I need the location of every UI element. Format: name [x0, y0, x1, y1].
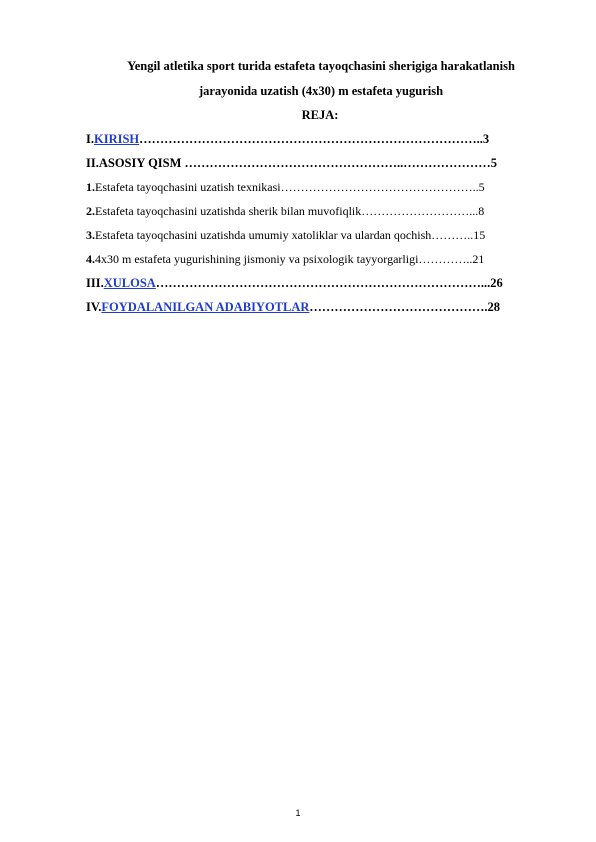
- toc-entry-4[interactable]: [86, 252, 551, 267]
- toc-page: 8: [478, 204, 485, 218]
- toc-entry-3[interactable]: [86, 228, 551, 243]
- toc-entry-1[interactable]: [86, 180, 551, 195]
- toc-prefix: 3.: [86, 228, 95, 242]
- toc-link-kirish[interactable]: KIRISH: [94, 132, 140, 146]
- toc-entry-adabiyotlar[interactable]: [86, 300, 551, 315]
- toc-entry-asosiy-qism[interactable]: [86, 156, 551, 171]
- toc-link-adabiyotlar[interactable]: FOYDALANILGAN ADABIYOTLAR: [101, 300, 310, 314]
- toc-page: 5: [490, 156, 498, 170]
- toc-dots: ………..: [431, 228, 474, 242]
- toc-prefix: I.: [86, 132, 94, 146]
- toc-dots: ………………………………………………………………………..: [139, 132, 483, 146]
- toc-page: 26: [490, 276, 503, 290]
- toc-page: 3: [482, 132, 490, 146]
- toc-page: 28: [487, 300, 501, 314]
- toc-link-xulosa[interactable]: XULOSA: [103, 276, 156, 290]
- toc-page: 15: [473, 228, 486, 242]
- toc-dots: …………………………………………..: [280, 180, 479, 194]
- toc-dots: …………..: [418, 252, 473, 266]
- toc-entry-kirish[interactable]: [86, 132, 551, 147]
- toc-page: 21: [472, 252, 485, 266]
- toc-text: Estafeta tayoqchasini uzatishda umumiy xatoliklar va ulardan qochish: [95, 228, 432, 242]
- toc-dots: ………………………...: [361, 204, 479, 218]
- toc-prefix: III.: [86, 276, 104, 290]
- toc-text: Estafeta tayoqchasini uzatishda sherik bilan muvofiqlik: [95, 204, 362, 218]
- toc-dots: …………………………………….: [309, 300, 488, 314]
- toc-text: ASOSIY QISM: [98, 156, 185, 170]
- toc-prefix: 1.: [86, 180, 95, 194]
- toc-dots: ……………………………………………………………………...: [155, 276, 491, 290]
- toc-entry-xulosa[interactable]: [86, 276, 551, 291]
- reja-heading: REJA:: [301, 108, 339, 122]
- document-title-line-1: Yengil atletika sport turida estafeta tayoqchasini sherigiga harakatlanish: [127, 59, 515, 73]
- toc-page: 5: [478, 180, 485, 194]
- document-title-line-2: jarayonida uzatish (4x30) m estafeta yugurish: [198, 84, 444, 98]
- toc-prefix: 2.: [86, 204, 95, 218]
- toc-entry-2[interactable]: [86, 204, 551, 219]
- toc-text: Estafeta tayoqchasini uzatish texnikasi: [95, 180, 281, 194]
- toc-prefix: IV.: [86, 300, 102, 314]
- toc-prefix: II.: [86, 156, 99, 170]
- toc-prefix: 4.: [86, 252, 95, 266]
- toc-dots: ……………………………………………..…………………: [184, 156, 491, 170]
- toc-text: 4x30 m estafeta yugurishining jismoniy va psixologik tayyorgarligi: [95, 252, 419, 266]
- page-number: 1: [295, 808, 301, 818]
